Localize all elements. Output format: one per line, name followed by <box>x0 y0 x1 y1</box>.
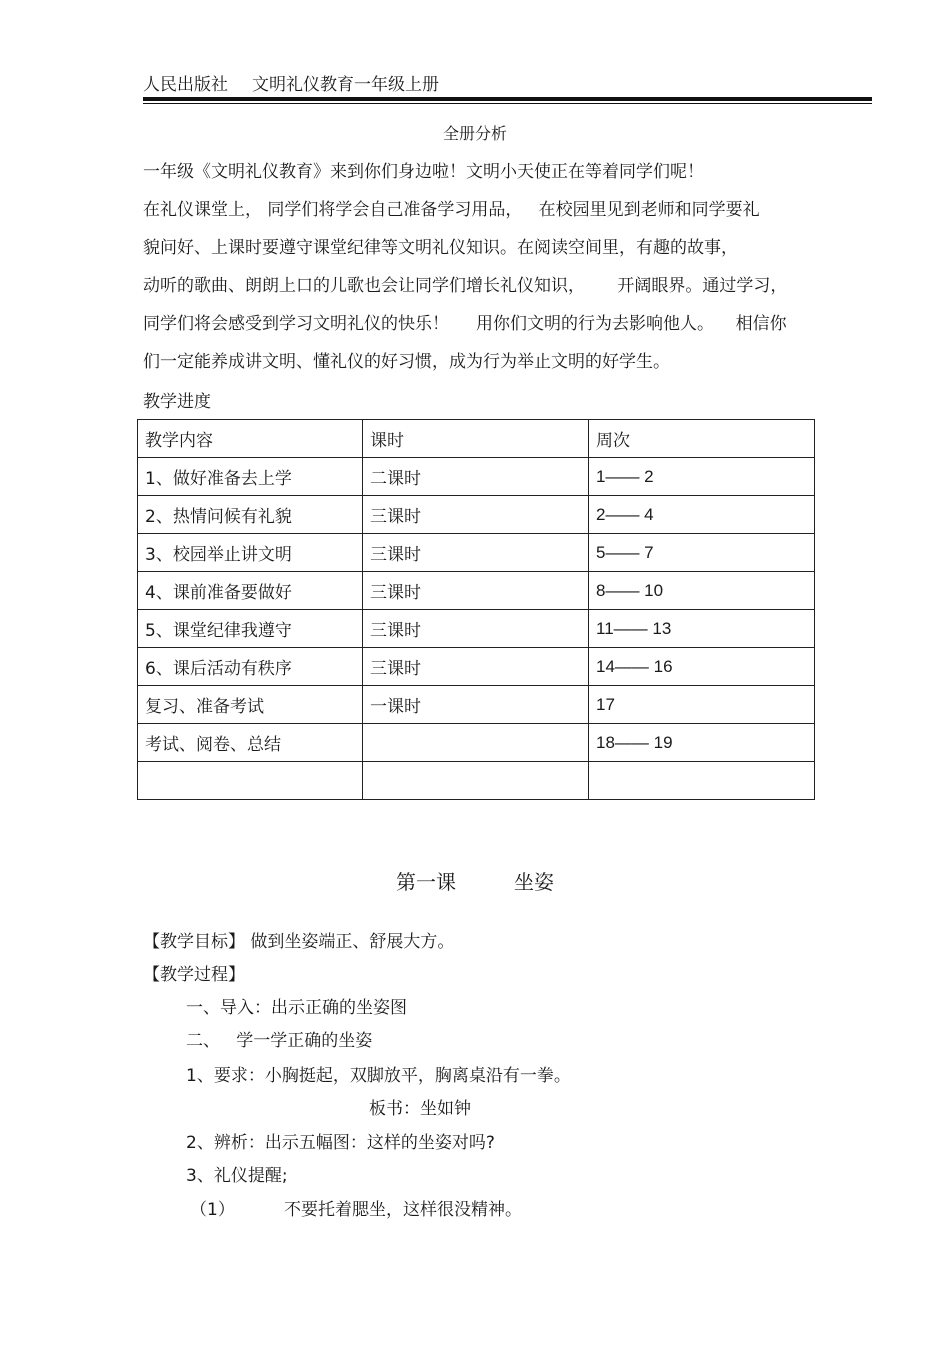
hours-cell: 二课时 <box>363 458 589 496</box>
weeks-cell: 14—— 16 <box>589 648 815 686</box>
column-header-content: 教学内容 <box>138 420 363 458</box>
content-cell <box>138 762 363 800</box>
analysis-title: 全册分析 <box>442 124 507 143</box>
schedule-label: 教学进度 <box>143 392 211 412</box>
lesson-number: 第一课 <box>396 870 456 894</box>
analysis-line: 同学们将会感受到学习文明礼仪的快乐！ 用你们文明的行为去影响他人。 相信你 <box>143 314 787 334</box>
hours-cell: 三课时 <box>363 572 589 610</box>
analysis-line: 貌问好、上课时要遵守课堂纪律等文明礼仪知识。在阅读空间里，有趣的故事， <box>143 238 738 258</box>
column-header-weeks: 周次 <box>589 420 815 458</box>
weeks-cell: 17 <box>589 686 815 724</box>
content-cell: 3、校园举止讲文明 <box>138 534 363 572</box>
table-row <box>138 534 815 572</box>
publisher-name: 人民出版社 <box>143 75 228 95</box>
table-header-row <box>138 420 815 458</box>
content-cell: 1、做好准备去上学 <box>138 458 363 496</box>
process-item-reminder: 3、礼仪提醒; <box>186 1166 288 1186</box>
process-label: 【教学过程】 <box>143 965 245 985</box>
table-row <box>138 724 815 762</box>
table-row <box>138 572 815 610</box>
content-cell: 考试、阅卷、总结 <box>138 724 363 762</box>
column-header-hours: 课时 <box>363 420 589 458</box>
analysis-line: 们一定能养成讲文明、懂礼仪的好习惯，成为行为举止文明的好学生。 <box>143 352 670 372</box>
process-step-intro: 一、导入：出示正确的坐姿图 <box>186 998 407 1018</box>
header-rule-thin <box>143 103 872 104</box>
header-rule-thick <box>143 97 872 101</box>
content-cell: 4、课前准备要做好 <box>138 572 363 610</box>
content-cell: 2、热情问候有礼貌 <box>138 496 363 534</box>
table-row <box>138 458 815 496</box>
table-row <box>138 610 815 648</box>
hours-cell: 三课时 <box>363 648 589 686</box>
hours-cell <box>363 724 589 762</box>
content-cell: 5、课堂纪律我遵守 <box>138 610 363 648</box>
process-item-discern: 2、辨析：出示五幅图：这样的坐姿对吗? <box>186 1133 495 1153</box>
table-row-empty <box>138 762 815 800</box>
weeks-cell: 11—— 13 <box>589 610 815 648</box>
analysis-line: 在礼仪课堂上， 同学们将学会自己准备学习用品， 在校园里见到老师和同学要礼 <box>143 200 760 220</box>
reminder-number: （1） <box>190 1200 235 1220</box>
analysis-line: 一年级《文明礼仪教育》来到你们身边啦！文明小天使正在等着同学们呢！ <box>143 162 704 182</box>
weeks-cell: 18—— 19 <box>589 724 815 762</box>
lesson-goal: 【教学目标】 做到坐姿端正、舒展大方。 <box>143 932 455 952</box>
weeks-cell: 2—— 4 <box>589 496 815 534</box>
hours-cell: 三课时 <box>363 534 589 572</box>
content-cell: 复习、准备考试 <box>138 686 363 724</box>
table-row <box>138 686 815 724</box>
hours-cell: 三课时 <box>363 610 589 648</box>
running-header <box>143 70 439 95</box>
weeks-cell: 8—— 10 <box>589 572 815 610</box>
table-row <box>138 496 815 534</box>
table-row <box>138 648 815 686</box>
process-item-requirement: 1、要求：小胸挺起，双脚放平，胸离桌沿有一拳。 <box>186 1066 571 1086</box>
hours-cell: 一课时 <box>363 686 589 724</box>
reminder-text: 不要托着腮坐，这样很没精神。 <box>284 1200 522 1220</box>
schedule-table <box>137 419 815 800</box>
lesson-name: 坐姿 <box>514 870 554 894</box>
content-cell: 6、课后活动有秩序 <box>138 648 363 686</box>
process-step-learn: 二、 学一学正确的坐姿 <box>186 1031 373 1051</box>
weeks-cell <box>589 762 815 800</box>
hours-cell: 三课时 <box>363 496 589 534</box>
analysis-line: 动听的歌曲、朗朗上口的儿歌也会让同学们增长礼仪知识， 开阔眼界。通过学习， <box>143 276 788 296</box>
book-title: 文明礼仪教育一年级上册 <box>252 75 439 95</box>
hours-cell <box>363 762 589 800</box>
analysis-paragraph <box>143 159 813 387</box>
weeks-cell: 5—— 7 <box>589 534 815 572</box>
board-note: 板书：坐如钟 <box>369 1099 471 1119</box>
lesson-title <box>0 866 950 895</box>
weeks-cell: 1—— 2 <box>589 458 815 496</box>
